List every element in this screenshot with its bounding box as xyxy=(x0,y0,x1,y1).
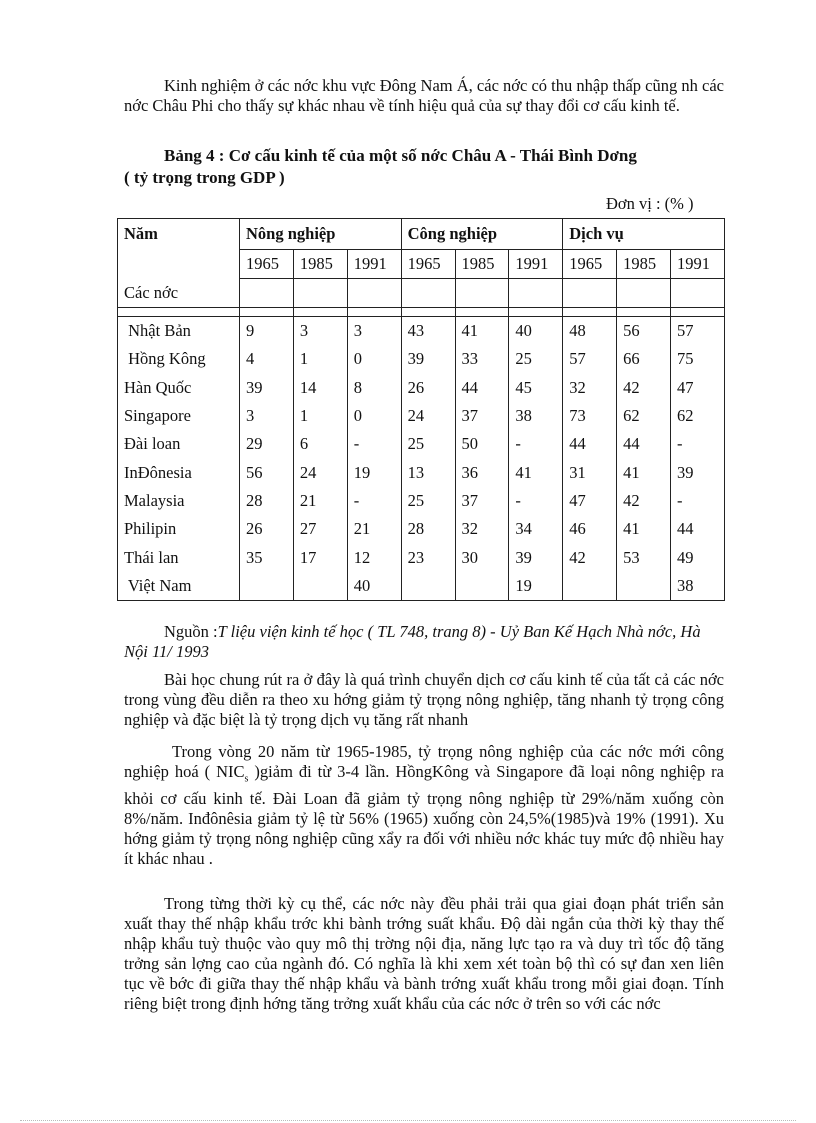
value-cell: 41 xyxy=(617,458,671,486)
table-row xyxy=(118,402,725,430)
value-cell: 0 xyxy=(347,402,401,430)
value-cell xyxy=(617,572,671,601)
value-cell: 31 xyxy=(563,458,617,486)
country-name: Malaysia xyxy=(118,487,240,515)
value-cell: 23 xyxy=(401,543,455,571)
value-cell: - xyxy=(347,487,401,515)
value-cell: 42 xyxy=(617,374,671,402)
value-cell: 40 xyxy=(347,572,401,601)
table-header-years xyxy=(118,250,725,279)
country-name: Đài loan xyxy=(118,430,240,458)
value-cell: 41 xyxy=(509,458,563,486)
table-row xyxy=(118,515,725,543)
table-row xyxy=(118,458,725,486)
table-caption xyxy=(124,145,724,189)
value-cell: 3 xyxy=(240,402,294,430)
value-cell: 27 xyxy=(293,515,347,543)
value-cell: 62 xyxy=(671,402,725,430)
value-cell xyxy=(455,572,509,601)
value-cell: 39 xyxy=(240,374,294,402)
value-cell: 34 xyxy=(509,515,563,543)
country-name: Philipin xyxy=(118,515,240,543)
value-cell: 32 xyxy=(563,374,617,402)
value-cell: 53 xyxy=(617,543,671,571)
table-row xyxy=(118,345,725,373)
paragraph-nics-subscript: s xyxy=(244,773,249,785)
value-cell: 44 xyxy=(563,430,617,458)
value-cell: 33 xyxy=(455,345,509,373)
value-cell: 47 xyxy=(563,487,617,515)
header-sector-industry: Công nghiệp xyxy=(401,219,563,250)
table-row xyxy=(118,487,725,515)
value-cell: 41 xyxy=(455,317,509,346)
value-cell: 50 xyxy=(455,430,509,458)
value-cell: 57 xyxy=(671,317,725,346)
header-year: 1991 xyxy=(509,250,563,279)
value-cell: 45 xyxy=(509,374,563,402)
header-sector-agriculture: Nông nghiệp xyxy=(240,219,402,250)
header-country-label: Các nớc xyxy=(118,279,240,308)
country-name: InĐônesia xyxy=(118,458,240,486)
value-cell: 40 xyxy=(509,317,563,346)
value-cell: 42 xyxy=(617,487,671,515)
value-cell: 56 xyxy=(617,317,671,346)
value-cell: 38 xyxy=(671,572,725,601)
header-year: 1985 xyxy=(617,250,671,279)
paragraph-nics xyxy=(124,742,724,869)
value-cell: 37 xyxy=(455,487,509,515)
value-cell: 21 xyxy=(293,487,347,515)
value-cell: 43 xyxy=(401,317,455,346)
value-cell: 25 xyxy=(509,345,563,373)
page-bottom-divider xyxy=(20,1120,796,1121)
value-cell: 36 xyxy=(455,458,509,486)
value-cell: 44 xyxy=(617,430,671,458)
value-cell: - xyxy=(671,430,725,458)
country-name: Hồng Kông xyxy=(118,345,240,373)
table-header-country xyxy=(118,279,725,308)
value-cell: 1 xyxy=(293,402,347,430)
source-text: T liệu viện kinh tế học ( TL 748, trang 8) - Uỷ Ban Kế Hạch Nhà nớc, Hà Nội 11/ 1993 xyxy=(124,622,701,661)
header-year: 1991 xyxy=(347,250,401,279)
value-cell: 41 xyxy=(617,515,671,543)
value-cell: 4 xyxy=(240,345,294,373)
value-cell: 56 xyxy=(240,458,294,486)
table-row xyxy=(118,430,725,458)
table-caption-title: Bảng 4 : Cơ cấu kinh tế của một số nớc Châu A - Thái Bình Dơng xyxy=(164,146,637,165)
value-cell: 30 xyxy=(455,543,509,571)
value-cell xyxy=(293,572,347,601)
value-cell: 14 xyxy=(293,374,347,402)
value-cell: 66 xyxy=(617,345,671,373)
table-header-sectors xyxy=(118,219,725,250)
value-cell: 8 xyxy=(347,374,401,402)
header-year: 1985 xyxy=(293,250,347,279)
table-row xyxy=(118,317,725,346)
value-cell xyxy=(240,572,294,601)
table-spacer-row xyxy=(118,308,725,317)
value-cell: 28 xyxy=(401,515,455,543)
country-name: Singapore xyxy=(118,402,240,430)
value-cell: 1 xyxy=(293,345,347,373)
table-row xyxy=(118,572,725,601)
value-cell: 17 xyxy=(293,543,347,571)
value-cell: 29 xyxy=(240,430,294,458)
value-cell: 39 xyxy=(509,543,563,571)
value-cell: 44 xyxy=(671,515,725,543)
value-cell: - xyxy=(671,487,725,515)
header-year: 1965 xyxy=(240,250,294,279)
value-cell: - xyxy=(509,487,563,515)
value-cell: 21 xyxy=(347,515,401,543)
value-cell: 35 xyxy=(240,543,294,571)
source-label: Nguồn : xyxy=(164,622,218,641)
value-cell: 0 xyxy=(347,345,401,373)
value-cell: 26 xyxy=(401,374,455,402)
value-cell: 25 xyxy=(401,430,455,458)
value-cell: 47 xyxy=(671,374,725,402)
value-cell xyxy=(401,572,455,601)
header-year: 1985 xyxy=(455,250,509,279)
value-cell: 62 xyxy=(617,402,671,430)
value-cell: 26 xyxy=(240,515,294,543)
value-cell: 48 xyxy=(563,317,617,346)
value-cell: 13 xyxy=(401,458,455,486)
value-cell xyxy=(563,572,617,601)
value-cell: 38 xyxy=(509,402,563,430)
table-row xyxy=(118,543,725,571)
value-cell: 49 xyxy=(671,543,725,571)
paragraph-nics-part1: Trong vòng 20 năm từ 1965-1985, tỷ trọng nông nghiệp của các nớc mới công nghiệp hoá ( NIC xyxy=(124,742,724,781)
value-cell: 75 xyxy=(671,345,725,373)
value-cell: 39 xyxy=(401,345,455,373)
header-year: 1991 xyxy=(671,250,725,279)
value-cell: 37 xyxy=(455,402,509,430)
value-cell: 9 xyxy=(240,317,294,346)
paragraph-nics-part2: )giảm đi từ 3-4 lần. HồngKông và Singapore đã loại nông nghiệp ra khỏi cơ cấu kinh tế. Đài Loan đã giảm tỷ trọng nông nghiệp từ 29%/năm xuống còn 8%/năm. Inđônêsia giảm tỷ lệ từ 56% (1965) xuống còn 24,5%(1985)và 19% (1991). Xu hớng giảm tỷ trọng nông nghiệp cũng xẩy ra đối với nhiều nớc khác tuy mức độ nhiều hay ít khác nhau . xyxy=(124,762,724,869)
value-cell: 42 xyxy=(563,543,617,571)
intro-paragraph: Kinh nghiệm ở các nớc khu vực Đông Nam Á, các nớc có thu nhập thấp cũng nh các nớc Châu Phi cho thấy sự khác nhau về tính hiệu quả của sự thay đổi cơ cấu kinh tế. xyxy=(124,76,724,115)
table-caption-subtitle: ( tỷ trọng trong GDP ) xyxy=(124,168,285,187)
value-cell: 12 xyxy=(347,543,401,571)
header-blank-cell xyxy=(118,250,240,279)
value-cell: 19 xyxy=(347,458,401,486)
value-cell: 25 xyxy=(401,487,455,515)
unit-label: Đơn vị : (% ) xyxy=(606,194,694,213)
header-year-label: Năm xyxy=(118,219,240,250)
value-cell: 24 xyxy=(401,402,455,430)
country-name: Nhật Bản xyxy=(118,317,240,346)
value-cell: 57 xyxy=(563,345,617,373)
value-cell: 73 xyxy=(563,402,617,430)
header-year: 1965 xyxy=(563,250,617,279)
paragraph-lesson: Bài học chung rút ra ở đây là quá trình chuyển dịch cơ cấu kinh tế của tất cả các nớc trong vùng đều diễn ra theo xu hớng giảm tỷ trọng nông nghiệp, tăng nhanh tỷ trọng công nghiệp và đặc biệt là tỷ trọng dịch vụ tăng rất nhanh xyxy=(124,670,724,729)
table-body xyxy=(118,317,725,601)
value-cell: - xyxy=(509,430,563,458)
value-cell: 46 xyxy=(563,515,617,543)
value-cell: - xyxy=(347,430,401,458)
value-cell: 3 xyxy=(293,317,347,346)
country-name: Việt Nam xyxy=(118,572,240,601)
header-year: 1965 xyxy=(401,250,455,279)
value-cell: 39 xyxy=(671,458,725,486)
country-name: Hàn Quốc xyxy=(118,374,240,402)
value-cell: 3 xyxy=(347,317,401,346)
table-row xyxy=(118,374,725,402)
value-cell: 24 xyxy=(293,458,347,486)
value-cell: 19 xyxy=(509,572,563,601)
value-cell: 28 xyxy=(240,487,294,515)
value-cell: 6 xyxy=(293,430,347,458)
country-name: Thái lan xyxy=(118,543,240,571)
header-sector-services: Dịch vụ xyxy=(563,219,725,250)
source-note xyxy=(124,622,724,662)
paragraph-import-substitution: Trong từng thời kỳ cụ thể, các nớc này đều phải trải qua giai đoạn phát triển sản xuất thay thế nhập khẩu trớc khi bành trớng suất khẩu. Độ dài ngắn của thời kỳ thay thế nhập khẩu tuỳ thuộc vào quy mô thị trờng nội địa, năng lực tạo ra và duy trì tốc độ tăng trởng sản lợng cao của ngành đó. Có nghĩa là khi xem xét toàn bộ thì có sự đan xen liên tục về bớc đi giữa thay thế nhập khẩu và bành trớng xuất khẩu trong mỗi giai đoạn. Tính riêng biệt trong định hớng tăng trởng xuất khẩu của các nớc ở trên so với các nớc xyxy=(124,894,724,1013)
value-cell: 44 xyxy=(455,374,509,402)
value-cell: 32 xyxy=(455,515,509,543)
economic-structure-table xyxy=(117,218,725,601)
